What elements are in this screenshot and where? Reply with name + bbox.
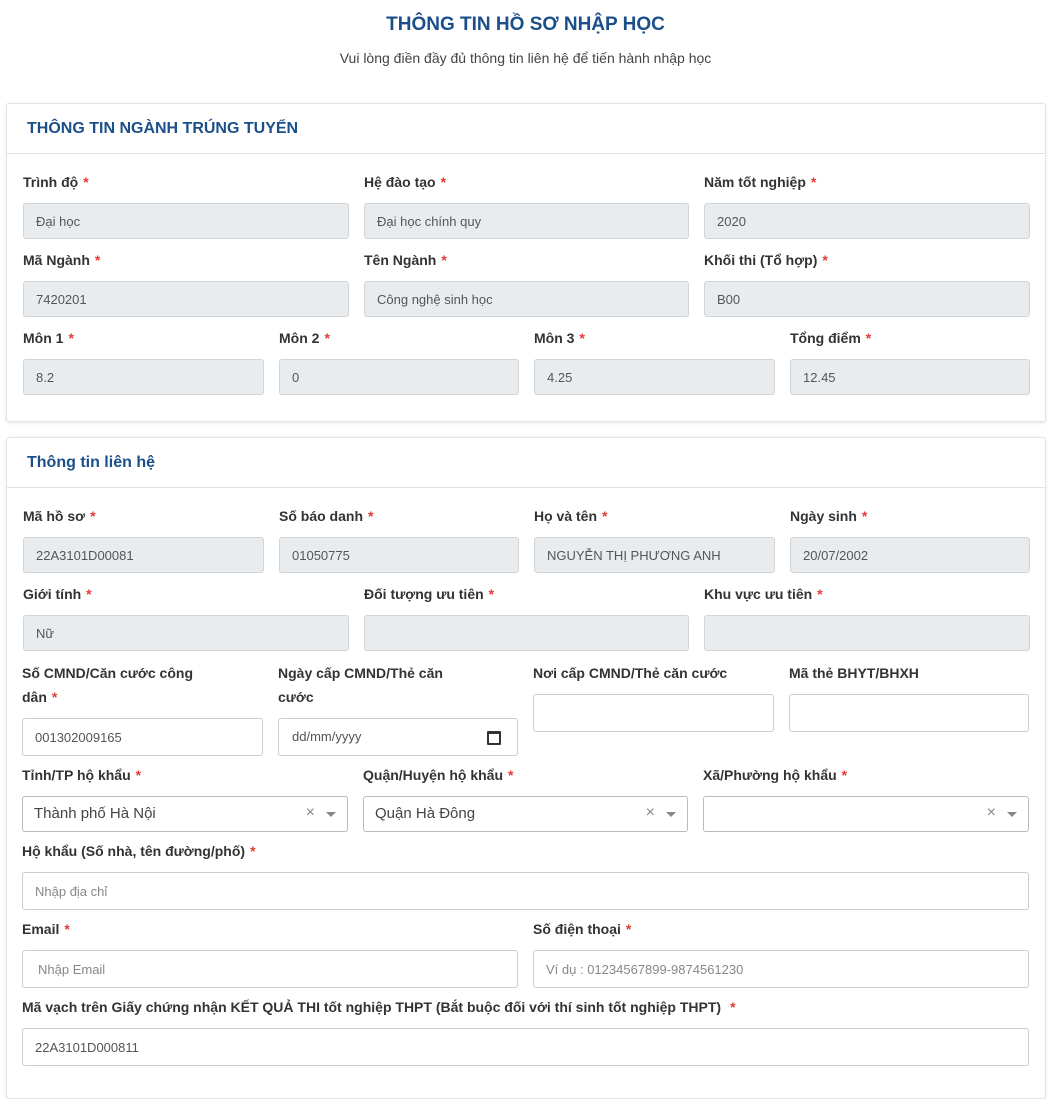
khu-vuc-label: Khu vực ưu tiên * [704, 586, 823, 602]
required-mark: * [64, 921, 70, 937]
required-mark: * [368, 508, 374, 524]
required-mark: * [68, 330, 74, 346]
mon2-label: Môn 2 * [279, 330, 330, 346]
required-mark: * [488, 586, 495, 602]
required-mark: * [440, 174, 447, 190]
tinh-label: Tỉnh/TP hộ khẩu * [22, 767, 142, 783]
required-mark: * [508, 767, 514, 783]
noi-cap-field[interactable] [533, 694, 774, 732]
page-title: THÔNG TIN HỒ SƠ NHẬP HỌC [386, 14, 665, 35]
required-mark: * [625, 921, 632, 937]
gioi-tinh-field[interactable] [23, 615, 349, 651]
email-label: Email * [22, 921, 70, 937]
nam-tot-nghiep-field[interactable] [704, 203, 1030, 239]
required-mark: * [90, 508, 96, 524]
tinh-select[interactable] [22, 796, 348, 832]
required-mark: * [51, 689, 58, 705]
mon1-field[interactable] [23, 359, 264, 395]
ma-nganh-label: Mã Ngành * [23, 252, 101, 268]
contact-card-header [7, 438, 1045, 488]
clear-icon[interactable]: × [986, 804, 996, 821]
calendar-icon[interactable] [487, 731, 501, 745]
required-mark: * [817, 586, 823, 602]
chevron-down-icon[interactable] [326, 812, 336, 817]
required-mark: * [865, 330, 872, 346]
trinh-do-label: Trình độ * [23, 174, 89, 190]
page-subtitle: Vui lòng điền đầy đủ thông tin liên hệ để tiến hành nhập học [339, 50, 712, 66]
ngay-sinh-field[interactable] [790, 537, 1030, 573]
ngay-cap-date-input[interactable] [278, 718, 518, 756]
khoi-thi-field[interactable] [704, 281, 1030, 317]
xa-label: Xã/Phường hộ khẩu * [703, 767, 848, 783]
required-mark: * [324, 330, 330, 346]
ngay-cap-label: Ngày cấp CMND/Thẻ căn cước [278, 665, 443, 705]
required-mark: * [83, 174, 89, 190]
required-mark: * [86, 586, 92, 602]
he-dao-tao-label: Hệ đào tạo * [364, 174, 447, 190]
mon3-field[interactable] [534, 359, 775, 395]
bhyt-field[interactable] [789, 694, 1029, 732]
clear-icon[interactable]: × [645, 804, 655, 821]
mon3-label: Môn 3 * [534, 330, 585, 346]
email-field[interactable] [22, 950, 518, 988]
required-mark: * [861, 508, 868, 524]
quan-select[interactable] [363, 796, 688, 832]
khoi-thi-label: Khối thi (Tổ hợp) * [704, 252, 828, 268]
noi-cap-label: Nơi cấp CMND/Thẻ căn cước [533, 665, 728, 681]
contact-card [6, 437, 1046, 1099]
required-mark: * [441, 252, 447, 268]
tong-diem-label: Tổng điểm * [790, 330, 872, 346]
mon1-label: Môn 1 * [23, 330, 74, 346]
mon2-field[interactable] [279, 359, 519, 395]
bhyt-label: Mã thẻ BHYT/BHXH [789, 665, 919, 681]
required-mark: * [135, 767, 142, 783]
ho-ten-field[interactable] [534, 537, 775, 573]
doi-tuong-field[interactable] [364, 615, 689, 651]
chevron-down-icon[interactable] [1007, 812, 1017, 817]
ngay-cap-placeholder: dd/mm/yyyy [292, 729, 362, 744]
clear-icon[interactable]: × [305, 804, 315, 821]
tinh-selected-value: Thành phố Hà Nội [34, 805, 156, 822]
cmnd-field[interactable] [22, 718, 263, 756]
gioi-tinh-label: Giới tính * [23, 586, 92, 602]
nam-tot-nghiep-label: Năm tốt nghiệp * [704, 174, 817, 190]
doi-tuong-label: Đối tượng ưu tiên * [364, 586, 495, 602]
required-mark: * [579, 330, 585, 346]
ma-ho-so-label: Mã hồ sơ * [23, 508, 96, 524]
xa-select[interactable] [703, 796, 1029, 832]
ten-nganh-field[interactable] [364, 281, 689, 317]
ma-ho-so-field[interactable] [23, 537, 264, 573]
required-mark: * [730, 999, 736, 1015]
quan-label: Quận/Huyện hộ khẩu * [363, 767, 514, 783]
required-mark: * [810, 174, 817, 190]
required-mark: * [250, 843, 256, 859]
ma-nganh-field[interactable] [23, 281, 349, 317]
khu-vuc-field[interactable] [704, 615, 1030, 651]
contact-card-title: Thông tin liên hệ [27, 454, 155, 471]
admission-card [6, 103, 1046, 422]
ho-khau-field[interactable] [22, 872, 1029, 910]
so-bao-danh-label: Số báo danh * [279, 508, 374, 524]
admission-card-title: THÔNG TIN NGÀNH TRÚNG TUYỂN [27, 120, 299, 137]
phone-label: Số điện thoại * [533, 921, 632, 937]
ma-vach-field[interactable] [22, 1028, 1029, 1066]
required-mark: * [94, 252, 101, 268]
required-mark: * [841, 767, 848, 783]
he-dao-tao-field[interactable] [364, 203, 689, 239]
trinh-do-field[interactable] [23, 203, 349, 239]
tong-diem-field[interactable] [790, 359, 1030, 395]
ten-nganh-label: Tên Ngành * [364, 252, 447, 268]
ho-ten-label: Họ và tên * [534, 508, 608, 524]
cmnd-label: Số CMND/Căn cước công dân * [22, 665, 193, 705]
ma-vach-label: Mã vạch trên Giấy chứng nhận KẾT QUẢ THI tốt nghiệp THPT (Bắt buộc đối với thí sinh tốt nghiệp THPT) * [22, 999, 736, 1015]
admission-card-header [7, 104, 1045, 154]
required-mark: * [602, 508, 608, 524]
so-bao-danh-field[interactable] [279, 537, 519, 573]
required-mark: * [822, 252, 828, 268]
chevron-down-icon[interactable] [666, 812, 676, 817]
ngay-sinh-label: Ngày sinh * [790, 508, 868, 524]
quan-selected-value: Quận Hà Đông [375, 805, 476, 822]
ho-khau-label: Hộ khẩu (Số nhà, tên đường/phố) * [22, 843, 256, 859]
phone-field[interactable] [533, 950, 1029, 988]
